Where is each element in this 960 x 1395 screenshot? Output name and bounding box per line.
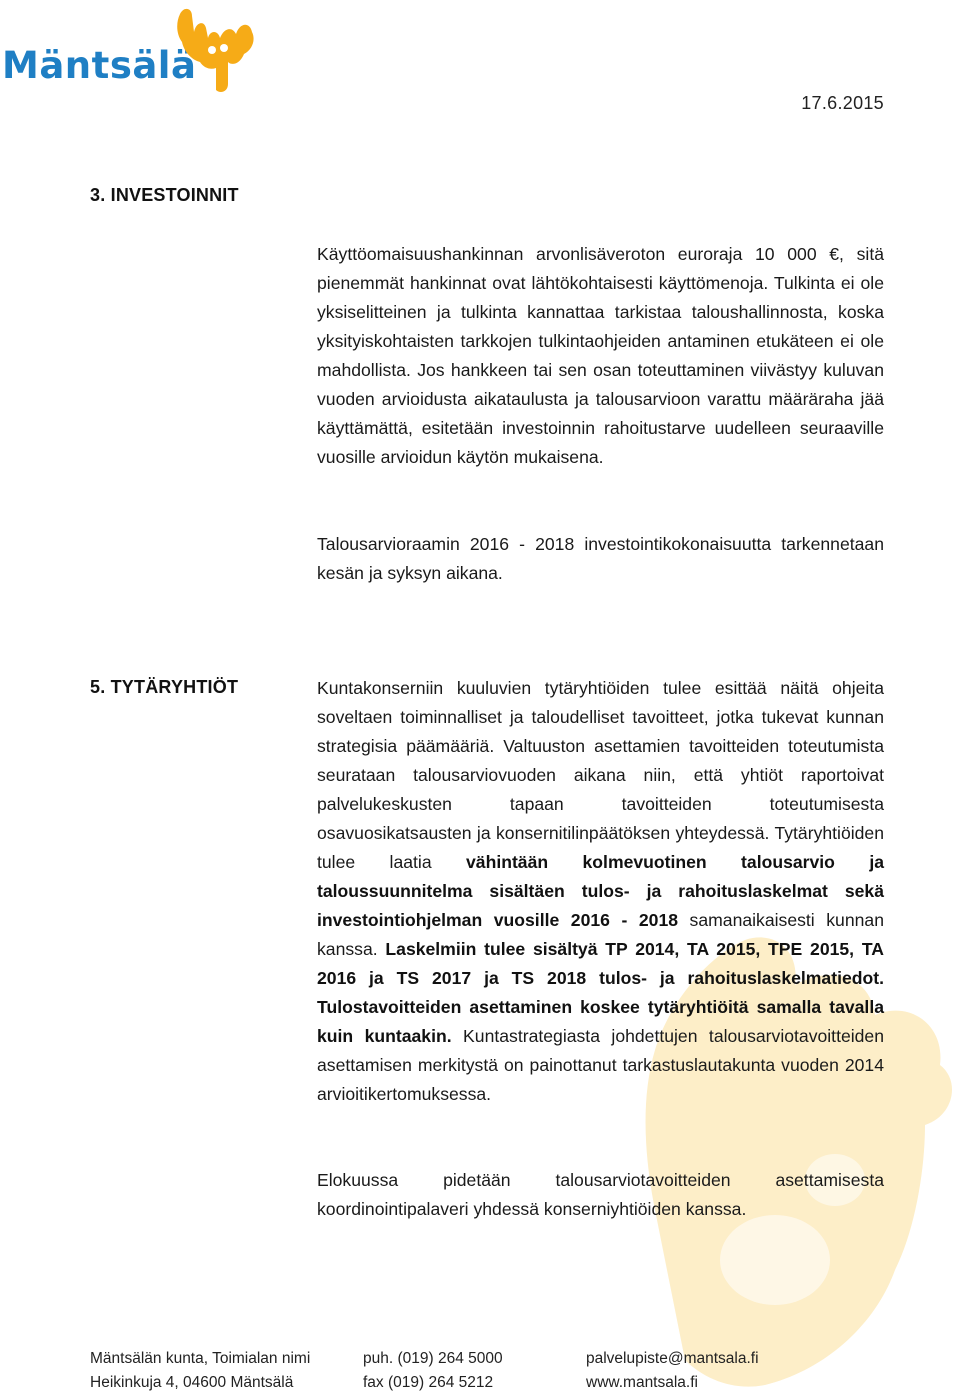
document-date: 17.6.2015 (801, 93, 884, 113)
footer-email-link[interactable]: palvelupiste@mantsala.fi (586, 1350, 759, 1367)
footer-address (90, 1347, 310, 1395)
footer-phone (363, 1347, 503, 1395)
footer-website-link[interactable]: www.mantsala.fi (586, 1374, 698, 1391)
subsidiaries-text-1: Kuntakonserniin kuuluvien tytäryhtiöiden tulee esittää näitä ohjeita soveltaen toiminnalliset ja taloudelliset tavoitteet, jotka tukevat kunnan strategisia päämääriä. Valtuuston asettamien tavoitteiden toteutumista seurataan talousarviovuoden aikana niin, että yhtiöt raportoivat palvelukeskusten tapaan tavoitteiden toteutumisesta osavuosikatsausten ja konsernitilinpäätöksen yhteydessä. Tytäryhtiöiden tulee laatia (317, 678, 884, 872)
subsidiaries-text-2: samanaikaisesti kunnan kanssa. (317, 910, 884, 959)
footer-street-address: Heikinkuja 4, 04600 Mäntsälä (90, 1374, 294, 1391)
coordination-paragraph: Elokuussa pidetään talousarviotavoitteiden asettamisesta koordinointipalaveri yhdessä konserniyhtiöiden kanssa. (317, 1170, 884, 1219)
footer-fax-number: fax (019) 264 5212 (363, 1374, 494, 1391)
subsidiaries-text-3: Kuntastrategiasta johdettujen talousarviotavoitteiden asettamisen merkitystä on painottanut tarkastuslautakunta vuoden 2014 arvioitikertomuksessa. (317, 1026, 885, 1104)
section-5-heading: 5. TYTÄRYHTIÖT (90, 677, 239, 697)
investments-paragraph: Käyttöomaisuushankinnan arvonlisäveroton euroraja 10 000 €, sitä pienemmät hankinnat ovat lähtökohtaisesti käyttömenoja. Tulkinta ei ole yksiselitteinen ja tulkinta kannattaa tarkistaa taloushallinnosta, koska yksityiskohtaisten tarkkojen tulkintaohjeiden antaminen etukäteen ei ole mahdollista. Jos hankkeen tai sen osan toteuttaminen viivästyy kuluvan vuoden arvioidusta aikataulusta ja talousarvioon varattu määräraha jää käyttämättä, esitetään investoinnin rahoitustarve uudelleen seuraaville vuosille arvioidun käytön mukaisena. (317, 244, 884, 467)
subsidiaries-paragraph (317, 674, 884, 1109)
subsidiaries-bold-2: Laskelmiin tulee sisältyä TP 2014, TA 2015, TPE 2015, TA 2016 ja TS 2017 ja TS 2018 tulos- ja rahoituslaskelmatiedot. Tulostavoitteiden asettaminen koskee tytäryhtiöitä samalla tavalla kuin kuntaakin. (317, 939, 884, 1046)
logo-wordmark: Mäntsälä (2, 44, 197, 87)
budget-frame-paragraph: Talousarvioraamin 2016 - 2018 investointikokonaisuutta tarkennetaan kesän ja syksyn aikana. (317, 534, 884, 583)
footer-org-name: Mäntsälän kunta, Toimialan nimi (90, 1350, 311, 1367)
subsidiaries-bold-1: vähintään kolmevuotinen talousarvio ja taloussuunnitelma sisältäen tulos- ja rahoituslaskelmat sekä investointiohjelman vuosille 2016 - 2018 (317, 852, 884, 930)
mantsala-logo (2, 4, 264, 96)
footer-phone-number: puh. (019) 264 5000 (363, 1350, 503, 1367)
section-3-heading: 3. INVESTOINNIT (90, 185, 239, 205)
moose-logo-icon (170, 4, 262, 96)
footer-contact (586, 1347, 759, 1395)
